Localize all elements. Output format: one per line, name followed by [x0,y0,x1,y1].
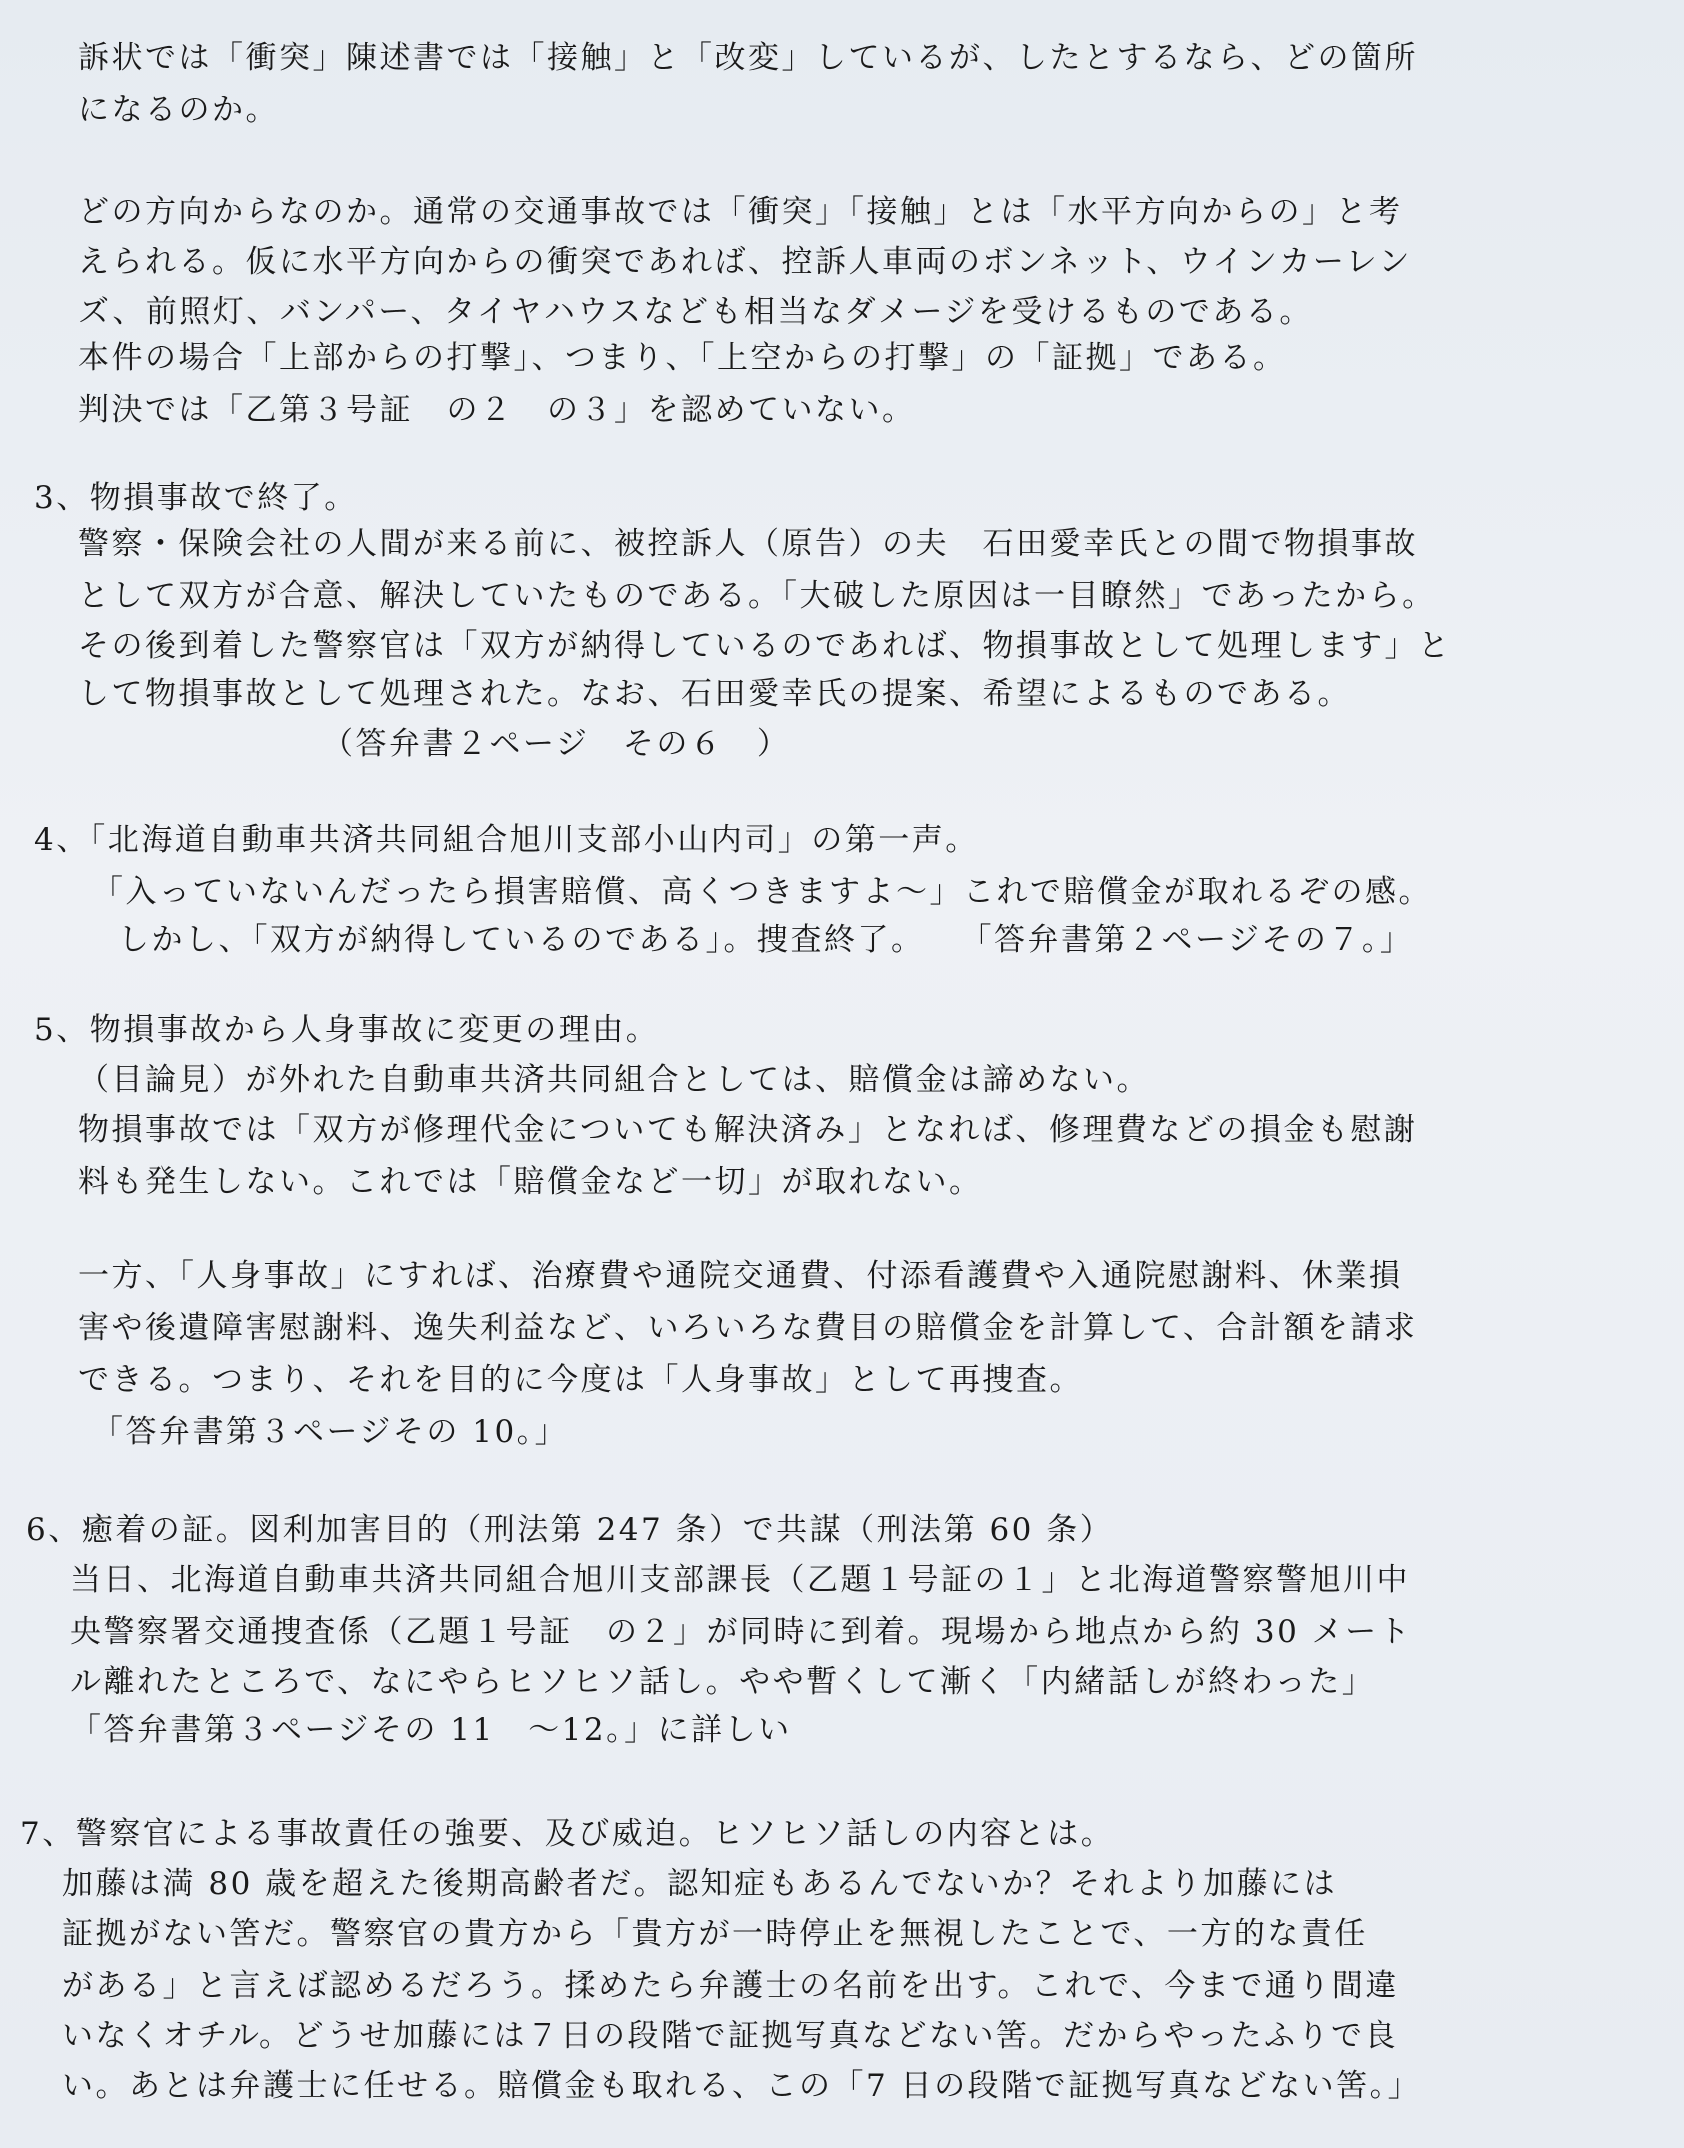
text-line: いなくオチル。どうせ加藤には７日の段階で証拠写真などない筈。だからやったふりで良 [62,2018,1398,2054]
text-line: 害や後遺障害慰謝料、逸失利益など、いろいろな費目の賠償金を計算して、合計額を請求 [78,1310,1418,1346]
reference-note: 「答弁書第３ページその 10。」 [92,1414,569,1450]
section-heading: 4、「北海道自動車共済共同組合旭川支部小山内司」の第一声。 [34,822,979,858]
text-line: して物損事故として処理された。なお、石田愛幸氏の提案、希望によるものである。 [78,676,1351,712]
text-line: しかし、「双方が納得しているのである」。捜査終了。 「答弁書第２ページその７。」 [118,922,1414,958]
text-line: い。あとは弁護士に任せる。賠償金も取れる、この「7 日の段階で証拠写真などない筈。」 [62,2068,1422,2104]
reference-note: （答弁書２ページ その６ ） [322,726,791,762]
section-heading: 6、癒着の証。図利加害目的（刑法第 247 条）で共謀（刑法第 60 条） [26,1512,1114,1548]
text-line: （目論見）が外れた自動車共済共同組合としては、賠償金は諦めない。 [78,1062,1150,1098]
text-line: 判決では「乙第３号証 の２ の３」を認めていない。 [78,392,916,428]
section-heading: 7、警察官による事故責任の強要、及び威迫。ヒソヒソ話しの内容とは。 [20,1816,1115,1852]
text-line: がある」と言えば認めるだろう。揉めたら弁護士の名前を出す。これで、今まで通り間違 [62,1968,1399,2004]
text-line: 「入っていないんだったら損害賠償、高くつきますよ～」これで賠償金が取れるぞの感。 [92,874,1432,910]
text-line: になるのか。 [78,92,279,128]
text-line: どの方向からなのか。通常の交通事故では「衝突」「接触」とは「水平方向からの」と考 [78,194,1403,230]
text-line: 訴状では「衝突」陳述書では「接触」と「改変」しているが、したとするなら、どの箇所 [78,40,1418,76]
text-line: ル離れたところで、なにやらヒソヒソ話し。やや暫くして漸く「内緒話しが終わった」 [70,1664,1376,1700]
text-line: 警察・保険会社の人間が来る前に、被控訴人（原告）の夫 石田愛幸氏との間で物損事故 [78,526,1418,562]
text-line: 当日、北海道自動車共済共同組合旭川支部課長（乙題１号証の１」と北海道警察警旭川中 [70,1562,1410,1598]
text-line: その後到着した警察官は「双方が納得しているのであれば、物損事故として処理します」と [78,628,1452,664]
reference-note: 「答弁書第３ページその 11 ～12。」に詳しい [70,1712,792,1748]
text-line: 料も発生しない。これでは「賠償金など一切」が取れない。 [78,1164,983,1200]
section-heading: 3、物損事故で終了。 [34,480,358,516]
text-line: ズ、前照灯、バンパー、タイヤハウスなども相当なダメージを受けるものである。 [78,294,1313,330]
text-line: 本件の場合「上部からの打撃」、つまり、「上空からの打撃」の「証拠」である。 [78,340,1287,376]
text-line: 物損事故では「双方が修理代金についても解決済み」となれば、修理費などの損金も慰謝 [78,1112,1418,1148]
text-line: 一方、「人身事故」にすれば、治療費や通院交通費、付添看護費や入通院慰謝料、休業損 [78,1258,1403,1294]
text-line: 央警察署交通捜査係（乙題１号証 の２」が同時に到着。現場から地点から約 30 メート [70,1614,1413,1650]
text-line: 加藤は満 80 歳を超えた後期高齢者だ。認知症もあるんでないか？それより加藤には [62,1866,1338,1902]
section-heading: 5、物損事故から人身事故に変更の理由。 [34,1012,660,1048]
text-line: できる。つまり、それを目的に今度は「人身事故」として再捜査。 [78,1362,1083,1398]
text-line: 証拠がない筈だ。警察官の貴方から「貴方が一時停止を無視したことで、一方的な責任 [62,1916,1368,1952]
text-line: として双方が合意、解決していたものである。「大破した原因は一目瞭然」であったから。 [78,578,1436,614]
text-line: えられる。仮に水平方向からの衝突であれば、控訴人車両のボンネット、ウインカーレン [78,244,1412,280]
